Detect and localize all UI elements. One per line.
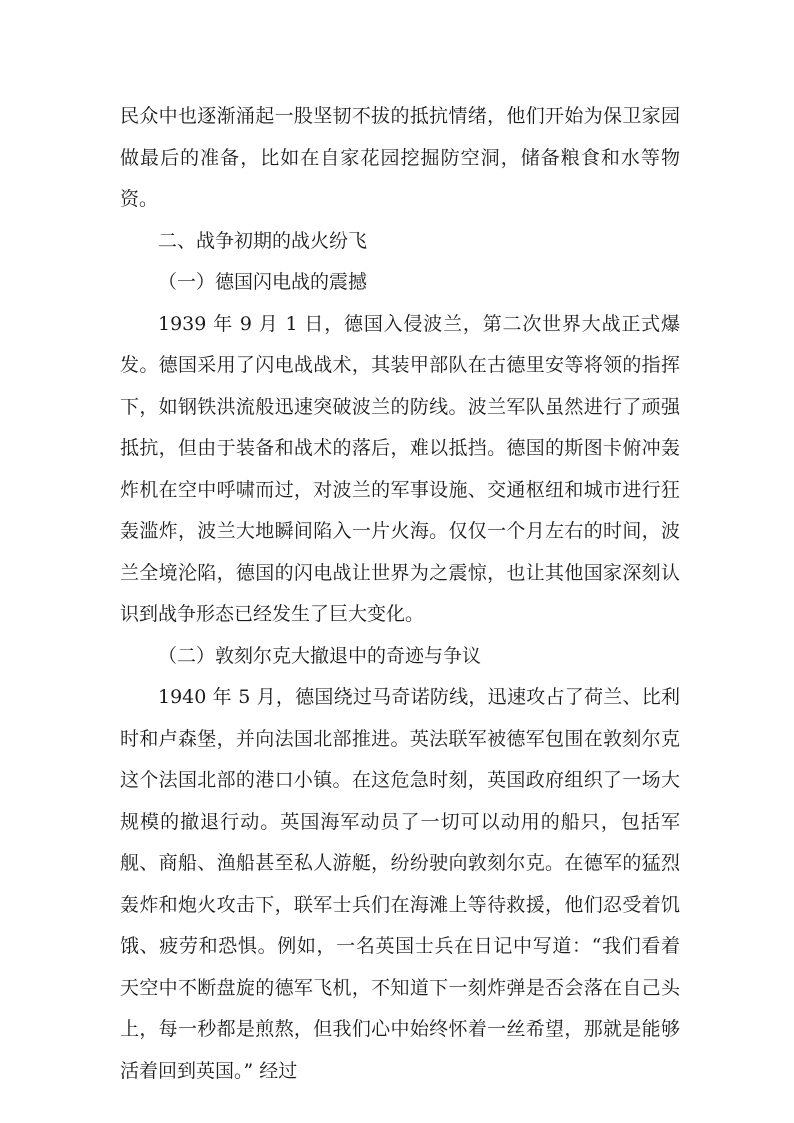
paragraph-continued: 民众中也逐渐涌起一股坚韧不拔的抵抗情绪，他们开始为保卫家园做最后的准备，比如在自家花园挖掘防空洞，储备粮食和水等物资。: [120, 105, 680, 210]
document-body: [120, 96, 680, 1092]
section-heading: 二、战争初期的战火纷飞: [158, 229, 368, 252]
subsection-heading-blitzkrieg: （一）德国闪电战的震撼: [158, 271, 368, 293]
subsection-heading-dunkirk: （二）敦刻尔克大撤退中的奇迹与争议: [158, 644, 482, 667]
paragraph-blitzkrieg: 1939 年 9 月 1 日，德国入侵波兰，第二次世界大战正式爆发。德国采用了闪电战战术，其装甲部队在古德里安等将领的指挥下，如钢铁洪流般迅速突破波兰的防线。波兰军队虽然进行了顽强抵抗，但由于装备和战术的落后，难以抵挡。德国的斯图卡俯冲轰炸机在空中呼啸而过，对波兰的军事设施、交通枢纽和城市进行狂轰滥炸，波兰大地瞬间陷入一片火海。仅仅一个月左右的时间，波兰全境沦陷，德国的闪电战让世界为之震惊，也让其他国家深刻认识到战争形态已经发生了巨大变化。: [120, 312, 680, 625]
paragraph-dunkirk: 1940 年 5 月，德国绕过马奇诺防线，迅速攻占了荷兰、比利时和卢森堡，并向法国北部推进。英法联军被德军包围在敦刻尔克这个法国北部的港口小镇。在这危急时刻，英国政府组织了一场大规模的撤退行动。英国海军动员了一切可以动用的船只，包括军舰、商船、渔船甚至私人游艇，纷纷驶向敦刻尔克。在德军的猛烈轰炸和炮火攻击下，联军士兵们在海滩上等待救援，他们忍受着饥饿、疲劳和恐惧。例如，一名英国士兵在日记中写道：“我们看着天空中不断盘旋的德军飞机，不知道下一刻炸弹是否会落在自己头上，每一秒都是煎熬，但我们心中始终怀着一丝希望，那就是能够活着回到英国。” 经过: [120, 686, 680, 1082]
